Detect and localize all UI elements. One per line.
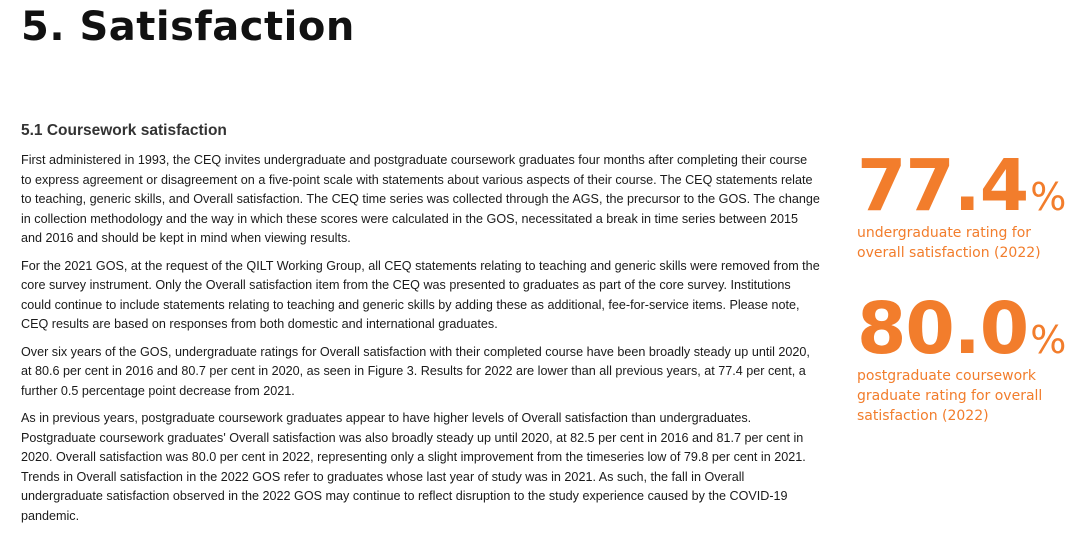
stat-value	[857, 144, 1077, 227]
page-title: 5. Satisfaction	[21, 4, 355, 50]
stat-value	[857, 287, 1077, 370]
postgraduate-satisfaction-stat	[857, 287, 1077, 426]
stat-caption: undergraduate rating for overall satisfaction (2022)	[857, 225, 1041, 261]
paragraph: For the 2021 GOS, at the request of the QILT Working Group, all CEQ statements relating to teaching and generic skills were removed from the core survey instrument. Only the Overall satisfaction item from the CEQ was presented to graduates as part of the core survey. Institutions could continue to include statements relating to teaching and generic skills by adding these as additional, fee-for-service items. Please note, CEQ results are based on responses from both domestic and international graduates.	[21, 258, 820, 331]
percent-sign: %	[1030, 175, 1067, 219]
stat-number: 77.4	[857, 144, 1029, 227]
paragraph: As in previous years, postgraduate coursework graduates appear to have higher levels of Overall satisfaction than undergraduates. Postgraduate coursework graduates' Overall satisfaction was also broadly steady up until 2020, at 82.5 per cent in 2016 and 81.7 per cent in 2020. Overall satisfaction was 80.0 per cent in 2022, representing only a slight improvement from the timeseries low of 79.8 per cent in 2021. Trends in Overall satisfaction in the 2022 GOS refer to graduates whose last year of study was in 2021. As such, the fall in Overall undergraduate satisfaction observed in the 2022 GOS may continue to reflect disruption to the study experience caused by the COVID-19 pandemic.	[21, 411, 806, 523]
percent-sign: %	[1030, 318, 1067, 362]
paragraph: Over six years of the GOS, undergraduate ratings for Overall satisfaction with their completed course have been broadly steady up until 2020, at 80.6 per cent in 2016 and 80.7 per cent in 2020, as seen in Figure 3. Results for 2022 are lower than all previous years, at 77.4 per cent, a further 0.5 percentage point decrease from 2021.	[21, 344, 810, 398]
body-text	[21, 151, 821, 534]
paragraph: First administered in 1993, the CEQ invites undergraduate and postgraduate coursework graduates four months after completing their course to express agreement or disagreement on a five-point scale with statements about various aspects of their course. The CEQ statements relate to teaching, generic skills, and Overall satisfaction. The CEQ time series was collected through the AGS, the precursor to the GOS. The change in collection methodology and the way in which these scores were calculated in the GOS, necessitated a break in time series between 2015 and 2016 and should be kept in mind when viewing results.	[21, 153, 820, 245]
section-heading: 5.1 Coursework satisfaction	[21, 122, 227, 139]
stat-number: 80.0	[857, 287, 1029, 370]
stat-caption: postgraduate coursework graduate rating for overall satisfaction (2022)	[857, 368, 1043, 424]
undergraduate-satisfaction-stat	[857, 144, 1077, 263]
